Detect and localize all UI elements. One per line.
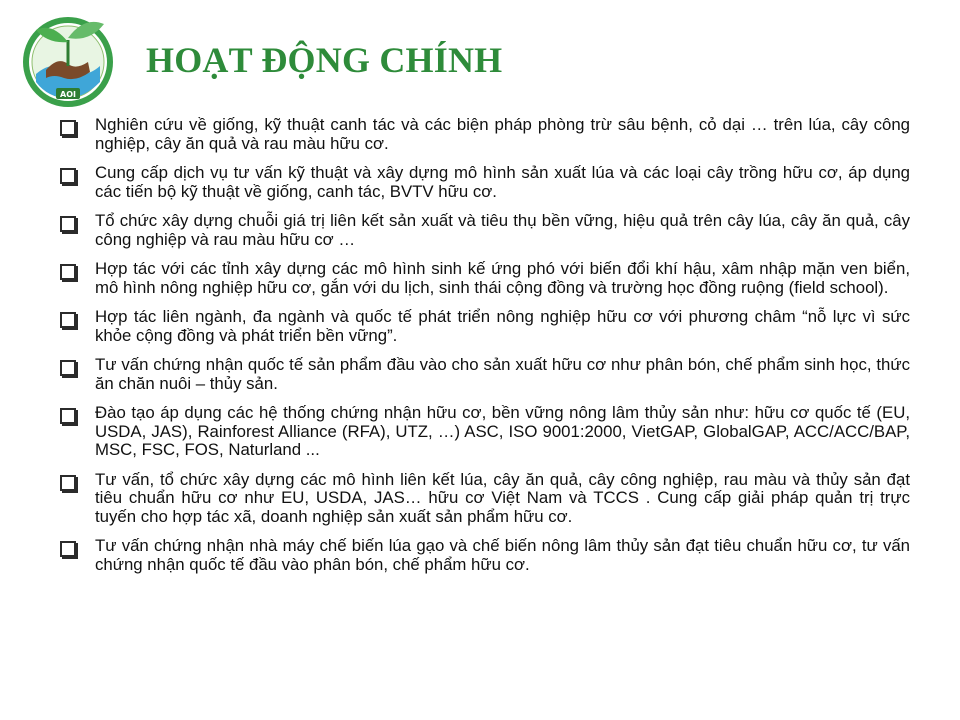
list-item-text: Hợp tác với các tỉnh xây dựng các mô hình sinh kế ứng phó với biến đổi khí hậu, xâm nhập mặn ven biển, mô hình nông nghiệp hữu cơ, gắn với du lịch, sinh thái cộng đồng và trường học đồng ruộng (field school).: [95, 259, 910, 297]
checkbox-bullet-icon: [60, 541, 76, 557]
page-title: HOẠT ĐỘNG CHÍNH: [146, 40, 503, 80]
checkbox-bullet-icon: [60, 312, 76, 328]
list-item: [60, 164, 910, 201]
list-item-text: Nghiên cứu về giống, kỹ thuật canh tác và các biện pháp phòng trừ sâu bệnh, cỏ dại … trên lúa, cây công nghiệp, cây ăn quả và rau màu hữu cơ.: [95, 115, 910, 153]
list-item-text: Tư vấn, tổ chức xây dựng các mô hình liên kết lúa, cây ăn quả, cây công nghiệp, rau màu và thủy sản đạt tiêu chuẩn hữu cơ như EU, USDA, JAS… hữu cơ Việt Nam và TCCS . Cung cấp giải pháp quản trị trực tuyến cho hợp tác xã, doanh nghiệp sản xuất sản phẩm hữu cơ.: [95, 469, 910, 526]
list-item: [60, 471, 910, 527]
list-item-text: Tổ chức xây dựng chuỗi giá trị liên kết sản xuất và tiêu thụ bền vững, hiệu quả trên cây lúa, cây ăn quả, cây công nghiệp và rau màu hữu cơ …: [95, 211, 910, 249]
checkbox-bullet-icon: [60, 360, 76, 376]
list-item: [60, 356, 910, 393]
list-item-text: Đào tạo áp dụng các hệ thống chứng nhận hữu cơ, bền vững nông lâm thủy sản như: hữu cơ quốc tế (EU, USDA, JAS), Rainforest Alliance (RFA), UTZ, …) ASC, ISO 9001:2000, VietGAP, GlobalGAP, ACC/ACC/BAP, MSC, FSC, FOS, Naturland ...: [95, 403, 910, 459]
list-item-text: Cung cấp dịch vụ tư vấn kỹ thuật và xây dựng mô hình sản xuất lúa và các loại cây trồng hữu cơ, áp dụng các tiến bộ kỹ thuật về giống, canh tác, BVTV hữu cơ.: [95, 163, 910, 201]
checkbox-bullet-icon: [60, 120, 76, 136]
checkbox-bullet-icon: [60, 168, 76, 184]
logo-text: AOI: [60, 90, 76, 99]
list-item-text: Hợp tác liên ngành, đa ngành và quốc tế phát triển nông nghiệp hữu cơ với phương châm “nỗ lực vì sức khỏe cộng đồng và phát triển bền vững”.: [95, 307, 910, 345]
list-item: [60, 212, 910, 249]
activity-list: [60, 116, 910, 585]
list-item: [60, 404, 910, 460]
checkbox-bullet-icon: [60, 216, 76, 232]
list-item-text: Tư vấn chứng nhận nhà máy chế biến lúa gạo và chế biến nông lâm thủy sản đạt tiêu chuẩn hữu cơ, tư vấn chứng nhận quốc tế đầu vào phân bón, chế phẩm hữu cơ.: [95, 536, 910, 574]
list-item: [60, 308, 910, 345]
organization-logo: [18, 8, 118, 108]
list-item: [60, 260, 910, 297]
list-item: [60, 537, 910, 574]
list-item-text: Tư vấn chứng nhận quốc tế sản phẩm đầu vào cho sản xuất hữu cơ như phân bón, chế phẩm sinh học, thức ăn chăn nuôi – thủy sản.: [95, 355, 910, 393]
list-item: [60, 116, 910, 153]
checkbox-bullet-icon: [60, 264, 76, 280]
checkbox-bullet-icon: [60, 408, 76, 424]
checkbox-bullet-icon: [60, 475, 76, 491]
